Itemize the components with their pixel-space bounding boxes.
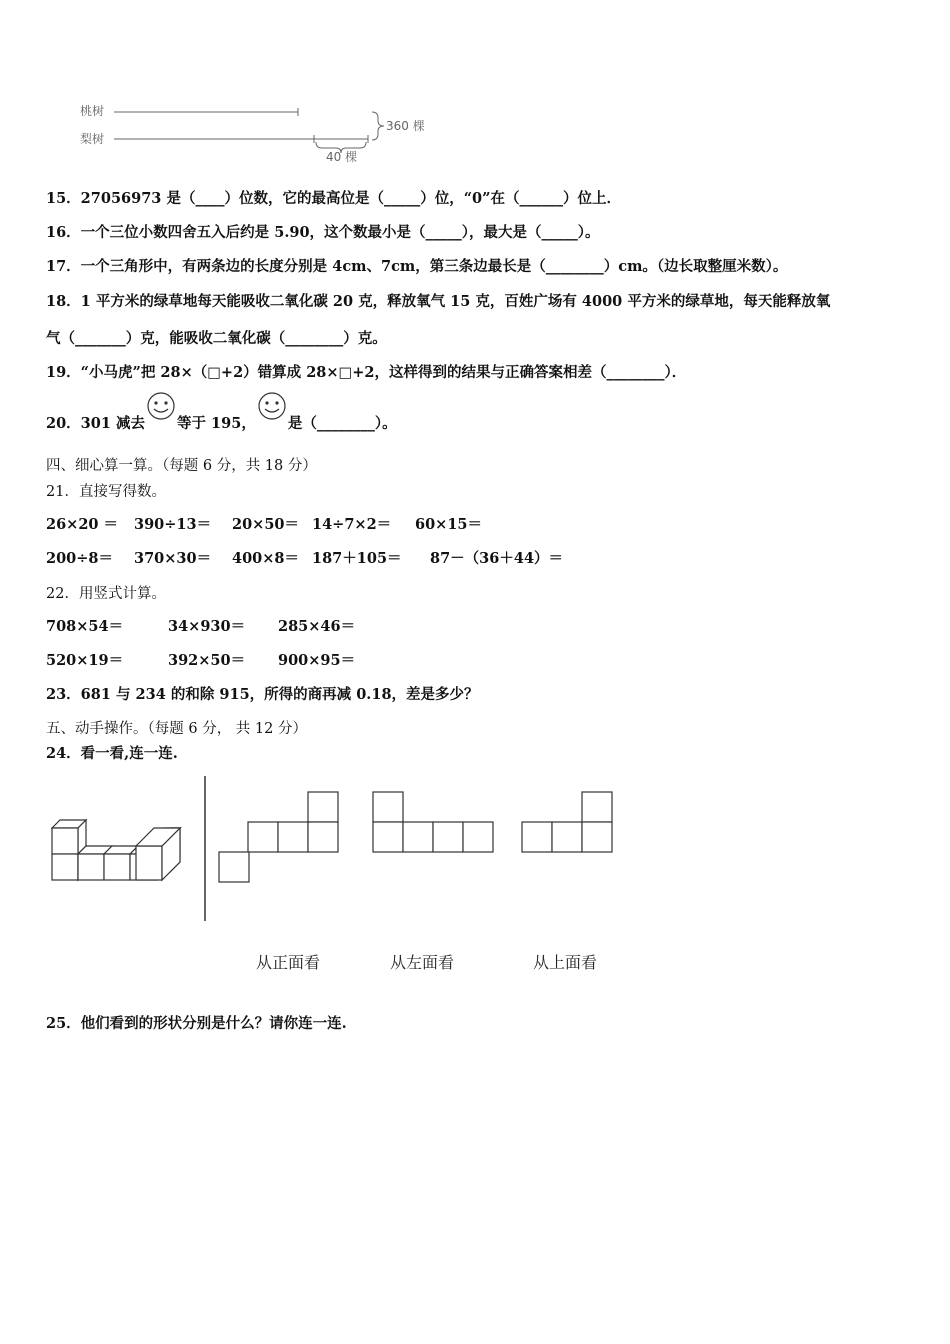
row1-label: 桃树: [80, 104, 105, 118]
q22-row2-item: 520×19＝: [46, 652, 124, 669]
smiley-icon: [145, 408, 177, 428]
question-19: 19．“小马虎”把 28×（□+2）错算成 28×□+2，这样得到的结果与正确答案相差（________）．: [46, 364, 687, 381]
question-18-line2: 气（_______）克，能吸收二氧化碳（________）克。: [46, 330, 387, 347]
total-label: 360 棵: [386, 119, 425, 133]
view-shape-3: [521, 790, 621, 855]
row2-label: 梨树: [80, 132, 105, 146]
question-20: [46, 408, 397, 433]
question-20-part2: 等于 195，: [177, 415, 256, 432]
question-16: 16．一个三位小数四舍五入后约是 5.90，这个数最小是（_____），最大是（_____）。: [46, 224, 600, 241]
q21-row2-item: 87－（36＋44）＝: [430, 550, 564, 567]
tree-line-diagram: [0, 0, 950, 180]
question-18-line1: 18．1 平方米的绿草地每天能吸收二氧化碳 20 克，释放氧气 15 克，百姓广场有 4000 平方米的绿草地，每天能释放氧: [46, 293, 831, 310]
view-label-front: 从正面看: [256, 953, 321, 972]
view-label-top: 从上面看: [533, 953, 598, 972]
question-24-title: 24．看一看,连一连.: [46, 745, 178, 762]
section-4-title: 四、细心算一算。（每题 6 分，共 18 分）: [46, 458, 317, 474]
q22-row1-item: 285×46＝: [278, 618, 356, 635]
q22-row2-item: 392×50＝: [168, 652, 246, 669]
question-15: 15．27056973 是（____）位数，它的最高位是（_____）位，“0”在（______）位上．: [46, 190, 621, 207]
q21-row1-item: 26×20 ＝: [46, 516, 119, 533]
question-21-title: 21．直接写得数。: [46, 484, 166, 500]
q21-row1-item: 60×15＝: [415, 516, 483, 533]
section-5-title: 五、动手操作。（每题 6 分， 共 12 分）: [46, 721, 307, 737]
q22-row1-item: 708×54＝: [46, 618, 124, 635]
q21-row1-item: 14÷7×2＝: [312, 516, 392, 533]
q21-row1-item: 390÷13＝: [134, 516, 212, 533]
q22-row2-item: 900×95＝: [278, 652, 356, 669]
view-label-left: 从左面看: [390, 953, 455, 972]
question-22-title: 22．用竖式计算。: [46, 586, 166, 602]
question-20-part3: 是（________）。: [287, 415, 397, 432]
question-20-part1: 20．301 减去: [46, 415, 145, 432]
cube-solid-figure: [46, 818, 246, 898]
smiley-icon: [256, 408, 288, 428]
question-17: 17．一个三角形中，有两条边的长度分别是 4cm、7cm，第三条边最长是（________）cm。（边长取整厘米数）。: [46, 258, 788, 275]
q21-row2-item: 187＋105＝: [312, 550, 402, 567]
q21-row2-item: 200÷8＝: [46, 550, 114, 567]
q21-row2-item: 370×30＝: [134, 550, 212, 567]
q22-row1-item: 34×930＝: [168, 618, 246, 635]
question-25: 25．他们看到的形状分别是什么？请你连一连.: [46, 1015, 347, 1032]
view-shape-2: [372, 790, 502, 855]
q21-row1-item: 20×50＝: [232, 516, 300, 533]
total-brace: [372, 112, 384, 140]
divider-line: [203, 776, 207, 926]
question-23: 23．681 与 234 的和除 915，所得的商再减 0.18，差是多少？: [46, 686, 479, 703]
q21-row2-item: 400×8＝: [232, 550, 300, 567]
view-shape-1: [218, 790, 348, 885]
diff-label: 40 棵: [326, 150, 358, 164]
